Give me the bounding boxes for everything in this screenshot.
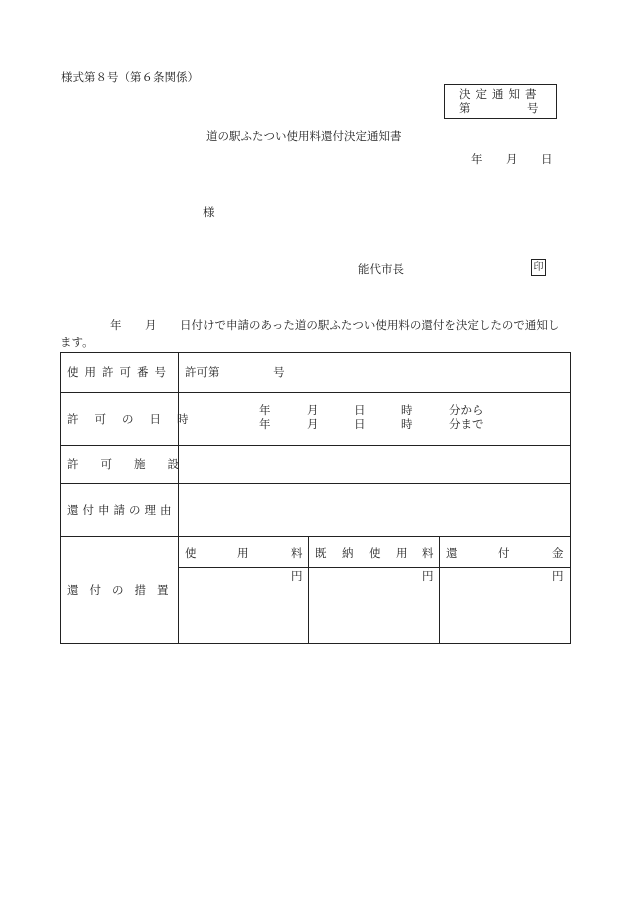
issue-date-month: 月 [506,152,518,166]
row-reason [61,484,571,537]
body-year: 年 [110,318,122,332]
datetime-to: 分まで [449,417,484,431]
addressee: 様 [203,205,215,219]
permit-suffix: 号 [273,365,285,380]
body-month: 月 [145,318,157,332]
permit-prefix: 許可第 [185,365,220,380]
measure-col-paid: 既 納 使 用 料 円 [309,537,440,644]
datetime-from: 分から [449,403,484,417]
issue-date-day: 日 [541,152,553,166]
yen-unit: 円 [552,569,564,583]
label-measures: 還付の措置 [61,537,179,644]
facility-field [179,446,571,484]
row-facility [61,446,571,484]
notice-no-prefix: 第 [459,101,471,115]
label-facility: 許可施設 [61,446,179,484]
label-permit-number: 使用許可番号 [61,353,179,393]
measure-col-refund: 還 付 金 円 [440,537,571,644]
document-title: 道の駅ふたつい使用料還付決定通知書 [206,129,402,143]
issuer: 能代市長 [358,262,404,276]
notice-box-title: 決定通知書 [459,87,542,101]
body-line-2: ます。 [60,335,94,349]
row-measures [61,537,571,644]
form-number: 様式第８号（第６条関係） [61,70,199,84]
notice-number-box [444,84,557,119]
refund-table [60,352,571,644]
label-permit-datetime: 許可の日時 [61,393,179,446]
permit-number-field [179,353,571,393]
row-permit-datetime [61,393,571,446]
measure-col-fee: 使 用 料 円 [179,537,309,644]
yen-unit: 円 [291,569,303,583]
body-line-1: 日付けで申請のあった道の駅ふたつい使用料の還付を決定したので通知し [180,318,560,332]
yen-unit: 円 [422,569,434,583]
seal-mark: 印 [531,259,546,276]
reason-field [179,484,571,537]
row-permit-number [61,353,571,393]
notice-no-suffix: 号 [527,101,539,115]
permit-datetime-field: 年 月 日 時 分から 年 月 日 時 分まで [179,393,571,446]
label-reason: 還付申請の理由 [61,484,179,537]
issue-date-year: 年 [471,152,483,166]
